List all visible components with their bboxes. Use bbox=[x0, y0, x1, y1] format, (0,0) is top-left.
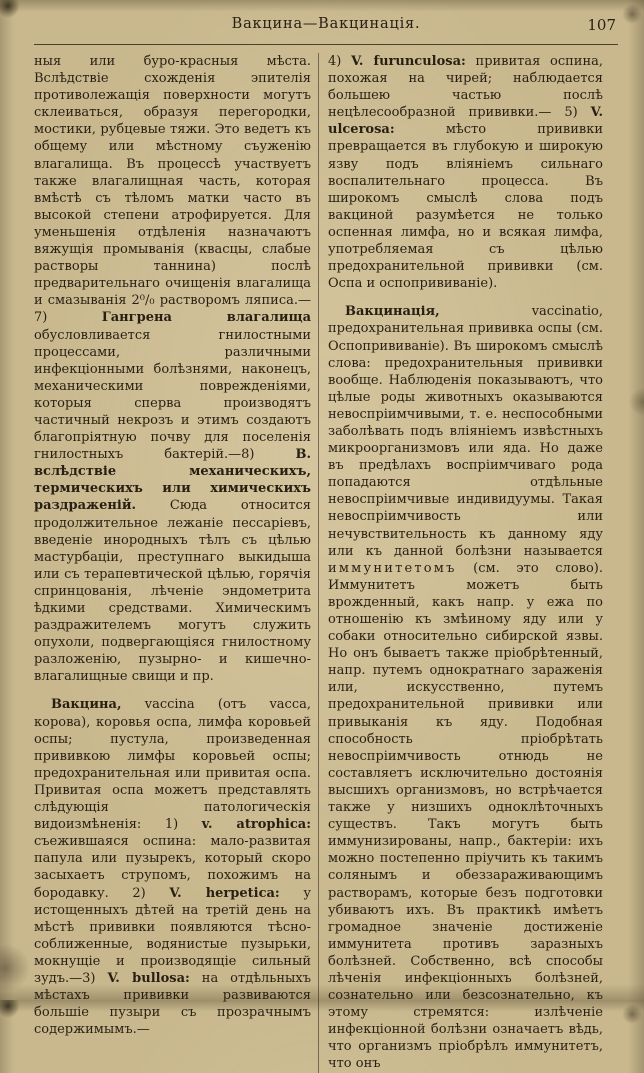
bold-run: В. вслѣдствіе механическихъ, термическихъ или химическихъ раздраженій. bbox=[34, 447, 311, 514]
entry-vakcinacija bbox=[328, 303, 603, 1072]
continuation-paragraph bbox=[328, 53, 603, 292]
text-run: мѣсто прививки превращается въ глубокую и широкую язву подъ вліяніемъ сильнаго воспалительнаго процесса. Въ широкомъ смыслѣ слова подъ вакциной разумѣется не только оспенная лимфа, но и всякая лимфа, употребляемая съ цѣлью предохранительной прививки (см. Оспа и оспопрививаніе). bbox=[328, 122, 603, 292]
right-column bbox=[319, 53, 603, 1073]
text-run: 4) bbox=[328, 54, 352, 69]
bold-run: V. herpetica: bbox=[169, 885, 280, 901]
letterspaced-run: иммунитетомъ bbox=[328, 560, 457, 576]
header-rule bbox=[34, 44, 618, 45]
left-column bbox=[34, 53, 318, 1073]
text-run: vaccina (отъ vacca, корова), коровья оспа, лимфа коровьей оспы; пустула, произведенная прививкою лимфы коровьей оспы; предохранительная или привитая оспа. Привитая оспа можетъ представлять слѣдующія патологическія видоизмѣненія: 1) bbox=[34, 697, 311, 833]
bold-run: V. bullosa: bbox=[107, 970, 190, 986]
text-run: у истощенныхъ дѣтей на третій день на мѣстѣ прививки появляются тѣсно-соближенные, водянистые пузырьки, мокнущіе и производящіе сильный зудъ.—3) bbox=[34, 885, 311, 986]
bold-run: v. atrophica: bbox=[201, 817, 311, 833]
text-run: Сюда относится продолжительное лежаніе пессаріевъ, введеніе инородныхъ тѣлъ съ цѣлью мастурбаціи, преступнаго выкидыша или съ терапевтической цѣлью, горячія спринцованія, лѣченіе эндометрита ѣдкими средствами. Химическимъ раздражителемъ могутъ служить опухоли, подвергающіяся гнилостному разложенію, пузырно- и кишечно-влагалищные свищи и пр. bbox=[34, 498, 311, 685]
bold-run: V. ulcerosa: bbox=[328, 105, 603, 138]
bold-run: V. furunculosa: bbox=[351, 54, 466, 69]
text-run: на отдѣльныхъ мѣстахъ прививки развиваются большіе пузыри съ прозрачнымъ содержимымъ.— bbox=[34, 970, 311, 1038]
text-run: vaccinatio, предохранительная прививка оспы (см. Оспопрививаніе). Въ широкомъ смыслѣ слова: предохранительныя прививки вообще. Наблюденія показываютъ, что цѣлые роды животныхъ оказываются невоспріимчивыми, т. е. неспособными заболѣвать подъ вліяніемъ извѣстныхъ микроорганизмовъ или яда. Но даже въ предѣлахъ воспріимчиваго рода попадаются отдѣльные невоспріимчивые индивидуумы. Такая невоспріимчивость или нечувствительность къ данному яду или къ данной болѣзни называется bbox=[328, 304, 603, 559]
text-run: обусловливается гнилостными процессами, различными инфекціонными болѣзнями, наконецъ, механическими поврежденіями, которыя сперва производятъ частичный некрозъ и этимъ создаютъ благопріятную почву для поселенія гнилостныхъ бактерій.—8) bbox=[34, 327, 311, 463]
continuation-paragraph bbox=[34, 53, 311, 685]
text-run: ныя или буро-красныя мѣста. Вслѣдствіе схожденія эпителія противолежащія поверхности могутъ склеиваться, образуя перегородки, мостики, рубцевые тяжи. Это ведетъ къ общему или мѣстному съуженію влагалища. Въ процессѣ участвуетъ также влагалищная часть, которая вмѣстѣ съ тѣломъ матки часто въ высокой степени атрофируется. Для уменьшенія отдѣленія назначаютъ вяжущія промыванія (квасцы, слабые растворы таннина) послѣ предварительнаго очищенія влагалища и смазыванія 2⁰/₀ растворомъ ляписа.— 7) bbox=[34, 54, 311, 326]
text-columns bbox=[34, 53, 618, 1073]
bold-run: Гангрена влагалища bbox=[101, 310, 311, 326]
running-title: Вакцина—Вакцинація. bbox=[231, 16, 421, 32]
text-run: привитая оспина, похожая на чирей; наблюдается большею частью послѣ нецѣлесообразной прививки.— 5) bbox=[328, 54, 604, 121]
entry-vakcina bbox=[34, 696, 311, 1038]
bold-run: Вакцина, bbox=[51, 697, 122, 713]
page-number: 107 bbox=[587, 16, 616, 34]
bold-run: Вакцинація, bbox=[345, 304, 440, 320]
text-run: съежившаяся оспина: мало-развитая папула или пузырекъ, который скоро засыхаетъ струпомъ, похожимъ на бородавку. 2) bbox=[34, 834, 311, 901]
text-run: (см. это слово). Иммунитетъ можетъ быть врожденный, какъ напр. у ежа по отношенію къ змѣиному яду или у собаки относительно сибирской язвы. Но онъ бываетъ также пріобрѣтенный, напр. путемъ однократнаго зараженія или, искусственно, путемъ предохранительной прививки или привыканія къ яду. Подобная способность пріобрѣтать невоспріимчивость отнюдь не составляетъ исключительно достоянія высшихъ организмовъ, но встрѣчается также у низшихъ одноклѣточныхъ существъ. Такъ могутъ быть иммунизированы, напр., бактеріи: ихъ можно постепенно пріучить къ такимъ солянымъ и обеззараживающимъ растворамъ, которые безъ подготовки убиваютъ ихъ. Въ практикѣ имѣетъ громадное значеніе достиженіе иммунитета противъ заразныхъ болѣзней. Собственно, всѣ способы лѣченія инфекціонныхъ болѣзней, сознательно или безсознательно, къ этому стремятся: излѣченіе инфекціонной болѣзни означаетъ вѣдь, что организмъ пріобрѣлъ иммунитетъ, что онъ bbox=[328, 560, 603, 1072]
page-header bbox=[34, 16, 618, 40]
